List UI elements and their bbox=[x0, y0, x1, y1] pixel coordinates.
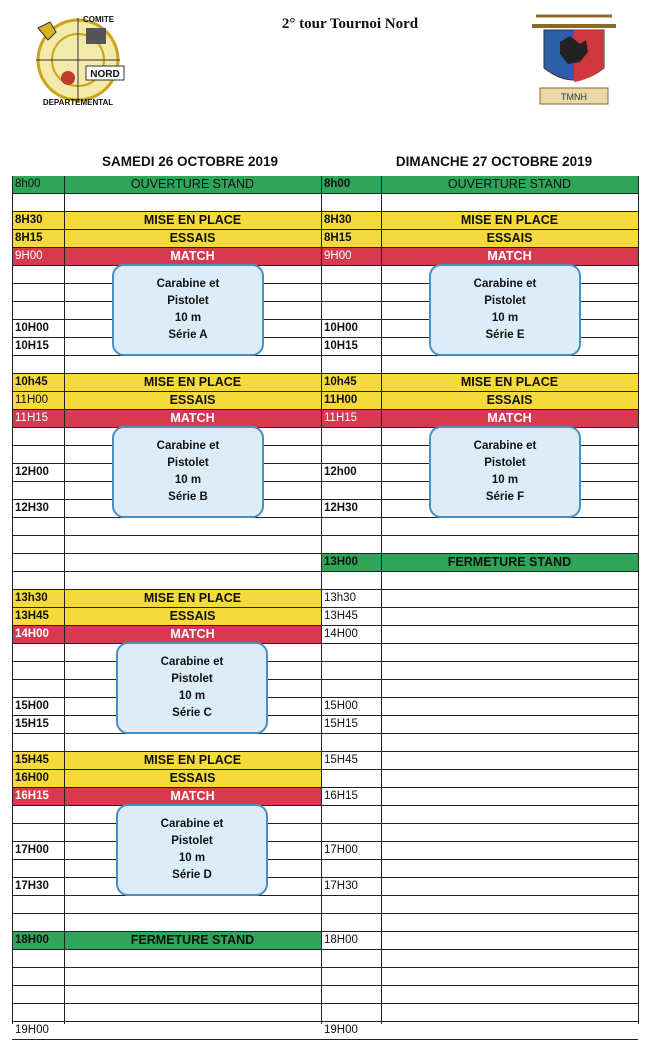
event-cell bbox=[64, 734, 321, 751]
event-cell bbox=[381, 950, 638, 967]
schedule-row bbox=[12, 752, 321, 770]
schedule-row bbox=[12, 1022, 321, 1040]
event-cell: MATCH bbox=[170, 411, 215, 425]
time-cell bbox=[12, 950, 64, 967]
event-cell bbox=[64, 896, 321, 913]
time-cell: 9H00 bbox=[324, 250, 352, 262]
event-cell bbox=[64, 572, 321, 589]
event-cell bbox=[381, 860, 638, 877]
session-box-line: 10 m bbox=[174, 474, 202, 486]
time-cell bbox=[12, 554, 64, 571]
event-cell: OUVERTURE STAND bbox=[130, 177, 255, 191]
schedule-row bbox=[321, 788, 638, 806]
schedule-row bbox=[12, 518, 321, 536]
schedule-row bbox=[321, 590, 638, 608]
table-gridline bbox=[381, 176, 382, 1024]
day-label-sunday: DIMANCHE 27 OCTOBRE 2019 bbox=[395, 154, 593, 169]
schedule-row bbox=[321, 770, 638, 788]
session-box-line: Carabine et bbox=[156, 440, 220, 452]
event-cell: ESSAIS bbox=[169, 609, 216, 623]
event-cell bbox=[64, 968, 321, 985]
schedule-row bbox=[321, 806, 638, 824]
event-cell bbox=[64, 554, 321, 571]
time-cell: 10h45 bbox=[324, 376, 357, 388]
schedule-row bbox=[321, 752, 638, 770]
schedule-row bbox=[321, 986, 638, 1004]
session-box-line: Carabine et bbox=[473, 278, 537, 290]
event-cell bbox=[64, 914, 321, 931]
time-cell bbox=[321, 194, 381, 211]
event-cell bbox=[381, 1004, 638, 1021]
event-cell bbox=[381, 788, 638, 805]
event-cell: ESSAIS bbox=[486, 393, 533, 407]
logo-left-top: COMITE bbox=[83, 15, 115, 24]
schedule-row bbox=[321, 914, 638, 932]
event-cell bbox=[381, 662, 638, 679]
schedule-row bbox=[12, 950, 321, 968]
time-cell bbox=[12, 824, 64, 841]
event-cell bbox=[381, 518, 638, 535]
time-cell: 18H00 bbox=[15, 934, 49, 946]
schedule-row bbox=[12, 896, 321, 914]
event-cell bbox=[381, 878, 638, 895]
time-cell bbox=[321, 572, 381, 589]
session-box-line: Carabine et bbox=[473, 440, 537, 452]
event-cell bbox=[381, 608, 638, 625]
schedule-row bbox=[321, 716, 638, 734]
schedule-row bbox=[321, 626, 638, 644]
session-box-line: Carabine et bbox=[160, 818, 224, 830]
event-cell bbox=[381, 590, 638, 607]
time-cell: 10H00 bbox=[15, 322, 49, 334]
event-cell bbox=[381, 356, 638, 373]
time-cell bbox=[12, 986, 64, 1003]
time-cell: 19H00 bbox=[324, 1024, 358, 1036]
session-box-line: Série F bbox=[485, 491, 525, 503]
time-cell: 8h00 bbox=[15, 178, 41, 190]
table-gridline bbox=[12, 176, 13, 1024]
time-cell: 8h00 bbox=[324, 178, 351, 190]
time-cell bbox=[12, 914, 64, 931]
event-cell bbox=[64, 1004, 321, 1021]
time-cell: 10h45 bbox=[15, 376, 48, 388]
time-cell: 13h30 bbox=[15, 592, 48, 604]
time-cell: 19H00 bbox=[15, 1024, 49, 1036]
event-cell bbox=[381, 734, 638, 751]
session-box-line: Pistolet bbox=[484, 295, 526, 307]
schedule-row bbox=[321, 878, 638, 896]
schedule-row bbox=[12, 230, 321, 248]
schedule-row bbox=[321, 356, 638, 374]
time-cell bbox=[12, 1004, 64, 1021]
time-cell: 12H30 bbox=[15, 502, 49, 514]
time-cell bbox=[12, 518, 64, 535]
time-cell bbox=[321, 806, 381, 823]
time-cell bbox=[321, 284, 381, 301]
event-cell: MISE EN PLACE bbox=[460, 375, 559, 389]
time-cell: 12h00 bbox=[324, 466, 357, 478]
event-cell: MISE EN PLACE bbox=[143, 591, 242, 605]
schedule-row bbox=[12, 968, 321, 986]
schedule-row bbox=[321, 860, 638, 878]
time-cell bbox=[12, 536, 64, 553]
schedule-row bbox=[12, 770, 321, 788]
schedule-row bbox=[12, 608, 321, 626]
time-cell bbox=[12, 662, 64, 679]
time-cell: 16H15 bbox=[15, 790, 49, 802]
table-gridline bbox=[638, 176, 639, 1024]
schedule-row bbox=[321, 374, 638, 392]
time-cell bbox=[12, 806, 64, 823]
session-box-line: Série E bbox=[485, 329, 525, 341]
schedule-row bbox=[321, 896, 638, 914]
time-cell: 11H15 bbox=[15, 412, 49, 424]
time-cell: 15H15 bbox=[324, 718, 358, 730]
schedule-row bbox=[321, 698, 638, 716]
time-cell: 12H30 bbox=[324, 502, 358, 514]
event-cell bbox=[381, 644, 638, 661]
schedule-row bbox=[12, 572, 321, 590]
schedule-row bbox=[321, 680, 638, 698]
schedule-row bbox=[321, 662, 638, 680]
schedule-row bbox=[321, 194, 638, 212]
time-cell: 13H45 bbox=[15, 610, 49, 622]
time-cell bbox=[321, 1004, 381, 1021]
schedule-row bbox=[12, 176, 321, 194]
time-cell: 13H45 bbox=[324, 610, 358, 622]
time-cell: 17H30 bbox=[15, 880, 49, 892]
time-cell: 9H00 bbox=[15, 250, 43, 262]
time-cell: 13H00 bbox=[324, 556, 358, 568]
schedule-row bbox=[321, 212, 638, 230]
event-cell bbox=[381, 536, 638, 553]
day-label-saturday: SAMEDI 26 OCTOBRE 2019 bbox=[101, 154, 279, 169]
event-cell bbox=[381, 1022, 638, 1039]
time-cell bbox=[321, 518, 381, 535]
event-cell bbox=[381, 770, 638, 787]
session-box-line: 10 m bbox=[178, 852, 206, 864]
time-cell: 14H00 bbox=[324, 628, 358, 640]
event-cell bbox=[381, 824, 638, 841]
schedule-row bbox=[321, 536, 638, 554]
session-box bbox=[116, 804, 268, 896]
session-box bbox=[429, 426, 581, 518]
schedule-row bbox=[321, 932, 638, 950]
time-cell bbox=[321, 356, 381, 373]
session-box-line: Pistolet bbox=[171, 835, 213, 847]
event-cell: ESSAIS bbox=[169, 231, 216, 245]
tmnh-crest-logo bbox=[524, 6, 624, 110]
session-box-line: 10 m bbox=[491, 312, 519, 324]
time-cell bbox=[12, 572, 64, 589]
event-cell: MATCH bbox=[170, 789, 215, 803]
event-cell bbox=[381, 896, 638, 913]
logo-right-text: TMNH bbox=[561, 92, 587, 102]
time-cell bbox=[321, 536, 381, 553]
time-cell bbox=[321, 680, 381, 697]
time-cell bbox=[321, 644, 381, 661]
schedule-row bbox=[321, 1004, 638, 1022]
session-box bbox=[112, 264, 264, 356]
session-box bbox=[429, 264, 581, 356]
event-cell bbox=[381, 680, 638, 697]
schedule-row bbox=[12, 914, 321, 932]
schedule-row bbox=[12, 392, 321, 410]
time-cell bbox=[12, 734, 64, 751]
event-cell bbox=[381, 698, 638, 715]
time-cell bbox=[321, 734, 381, 751]
time-cell: 10H15 bbox=[324, 340, 358, 352]
schedule-row bbox=[321, 644, 638, 662]
session-box bbox=[112, 426, 264, 518]
time-cell bbox=[12, 968, 64, 985]
time-cell: 16H15 bbox=[324, 790, 358, 802]
time-cell: 17H00 bbox=[15, 844, 49, 856]
time-cell bbox=[321, 896, 381, 913]
session-box-line: Série B bbox=[168, 491, 208, 503]
time-cell bbox=[321, 482, 381, 499]
schedule-row bbox=[12, 734, 321, 752]
time-cell: 8H15 bbox=[15, 232, 43, 244]
event-cell bbox=[381, 968, 638, 985]
schedule-row bbox=[321, 842, 638, 860]
event-cell bbox=[64, 194, 321, 211]
session-box-line: Série C bbox=[172, 707, 212, 719]
schedule-row bbox=[321, 968, 638, 986]
schedule-row bbox=[12, 932, 321, 950]
time-cell bbox=[321, 950, 381, 967]
schedule-grid bbox=[12, 176, 639, 1036]
time-cell bbox=[321, 446, 381, 463]
time-cell: 18H00 bbox=[324, 934, 358, 946]
table-gridline bbox=[64, 176, 65, 1024]
session-box-line: Carabine et bbox=[156, 278, 220, 290]
session-box-line: Pistolet bbox=[484, 457, 526, 469]
time-cell bbox=[12, 896, 64, 913]
schedule-row bbox=[12, 1004, 321, 1022]
event-cell: FERMETURE STAND bbox=[130, 933, 255, 947]
time-cell: 11H00 bbox=[324, 394, 358, 406]
time-cell bbox=[12, 860, 64, 877]
event-cell bbox=[381, 914, 638, 931]
event-cell bbox=[381, 194, 638, 211]
event-cell bbox=[381, 932, 638, 949]
time-cell: 15H15 bbox=[15, 718, 49, 730]
time-cell bbox=[321, 860, 381, 877]
schedule-row bbox=[321, 572, 638, 590]
schedule-row bbox=[321, 518, 638, 536]
time-cell bbox=[321, 986, 381, 1003]
event-cell: MISE EN PLACE bbox=[143, 753, 242, 767]
event-cell bbox=[64, 518, 321, 535]
session-box-line: Pistolet bbox=[167, 457, 209, 469]
event-cell bbox=[381, 626, 638, 643]
schedule-row bbox=[12, 986, 321, 1004]
schedule-row bbox=[321, 230, 638, 248]
time-cell: 8H15 bbox=[324, 232, 352, 244]
comite-departemental-logo bbox=[28, 8, 128, 108]
schedule-row bbox=[321, 608, 638, 626]
time-cell bbox=[12, 644, 64, 661]
event-cell bbox=[64, 950, 321, 967]
session-box-line: 10 m bbox=[491, 474, 519, 486]
schedule-row bbox=[321, 392, 638, 410]
time-cell: 12H00 bbox=[15, 466, 49, 478]
time-cell bbox=[321, 266, 381, 283]
schedule-row bbox=[12, 194, 321, 212]
logo-left-bottom: DEPARTEMENTAL bbox=[42, 98, 114, 107]
time-cell bbox=[12, 194, 64, 211]
time-cell: 11H15 bbox=[324, 412, 358, 424]
time-cell: 10H00 bbox=[324, 322, 358, 334]
session-box-line: 10 m bbox=[174, 312, 202, 324]
time-cell bbox=[321, 968, 381, 985]
schedule-row bbox=[12, 212, 321, 230]
time-cell: 13h30 bbox=[324, 592, 356, 604]
event-cell bbox=[381, 986, 638, 1003]
time-cell bbox=[12, 680, 64, 697]
time-cell bbox=[321, 428, 381, 445]
event-cell: OUVERTURE STAND bbox=[447, 177, 572, 191]
event-cell bbox=[64, 1022, 321, 1039]
schedule-row bbox=[12, 374, 321, 392]
event-cell: FERMETURE STAND bbox=[447, 555, 572, 569]
session-box bbox=[116, 642, 268, 734]
time-cell bbox=[321, 662, 381, 679]
time-cell: 8H30 bbox=[15, 214, 43, 226]
logo-left-mid: NORD bbox=[90, 69, 120, 80]
event-cell: ESSAIS bbox=[486, 231, 533, 245]
time-cell: 8H30 bbox=[324, 214, 352, 226]
event-cell: MISE EN PLACE bbox=[143, 375, 242, 389]
time-cell: 15H45 bbox=[324, 754, 358, 766]
schedule-row bbox=[321, 1022, 638, 1040]
event-cell: MISE EN PLACE bbox=[143, 213, 242, 227]
time-cell bbox=[12, 446, 64, 463]
session-box-line: Pistolet bbox=[171, 673, 213, 685]
schedule-row bbox=[321, 824, 638, 842]
event-cell: MATCH bbox=[487, 249, 532, 263]
event-cell bbox=[64, 536, 321, 553]
session-box-line: Série D bbox=[172, 869, 212, 881]
time-cell: 14H00 bbox=[15, 628, 49, 640]
session-box-line: Pistolet bbox=[167, 295, 209, 307]
event-cell: MATCH bbox=[170, 249, 215, 263]
session-box-line: 10 m bbox=[178, 690, 206, 702]
event-cell bbox=[64, 986, 321, 1003]
session-box-line: Série A bbox=[168, 329, 208, 341]
event-cell bbox=[381, 716, 638, 733]
time-cell: 15H45 bbox=[15, 754, 49, 766]
event-cell bbox=[381, 752, 638, 769]
time-cell bbox=[12, 356, 64, 373]
time-cell bbox=[321, 770, 381, 787]
page-title: 2° tour Tournoi Nord bbox=[281, 16, 419, 32]
event-cell bbox=[381, 572, 638, 589]
event-cell: ESSAIS bbox=[169, 393, 216, 407]
time-cell bbox=[321, 914, 381, 931]
event-cell: MATCH bbox=[170, 627, 215, 641]
event-cell: MATCH bbox=[487, 411, 532, 425]
time-cell bbox=[12, 482, 64, 499]
table-gridline bbox=[321, 176, 322, 1024]
schedule-row bbox=[12, 536, 321, 554]
time-cell: 11H00 bbox=[15, 394, 49, 406]
time-cell bbox=[321, 824, 381, 841]
event-cell bbox=[381, 842, 638, 859]
event-cell bbox=[381, 806, 638, 823]
time-cell bbox=[12, 428, 64, 445]
session-box-line: Carabine et bbox=[160, 656, 224, 668]
event-cell: ESSAIS bbox=[169, 771, 216, 785]
time-cell: 16H00 bbox=[15, 772, 49, 784]
event-cell bbox=[64, 356, 321, 373]
schedule-row bbox=[321, 950, 638, 968]
time-cell: 15H00 bbox=[324, 700, 358, 712]
schedule-row bbox=[12, 554, 321, 572]
schedule-row bbox=[321, 176, 638, 194]
time-cell: 10H15 bbox=[15, 340, 49, 352]
time-cell bbox=[12, 284, 64, 301]
schedule-row bbox=[321, 554, 638, 572]
time-cell: 17H00 bbox=[324, 844, 358, 856]
time-cell: 17H30 bbox=[324, 880, 358, 892]
schedule-row bbox=[12, 590, 321, 608]
time-cell bbox=[12, 266, 64, 283]
time-cell: 15H00 bbox=[15, 700, 49, 712]
schedule-row bbox=[12, 356, 321, 374]
time-cell bbox=[321, 302, 381, 319]
event-cell: MISE EN PLACE bbox=[460, 213, 559, 227]
time-cell bbox=[12, 302, 64, 319]
schedule-row bbox=[321, 734, 638, 752]
